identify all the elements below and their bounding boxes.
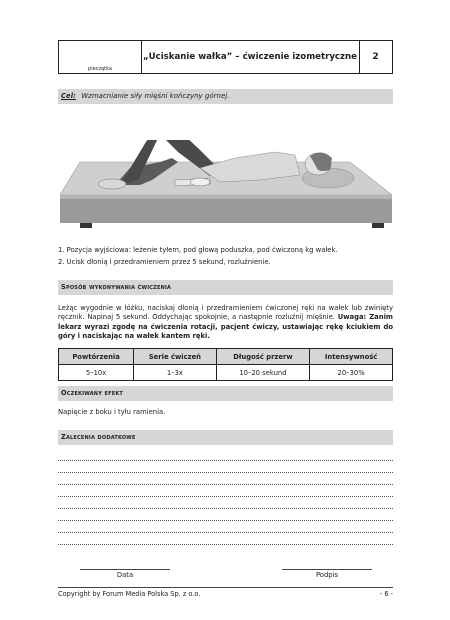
bed-leg-left <box>80 223 92 228</box>
goal-text: Wzmacnianie siły mięśni kończyny górnej. <box>81 92 230 100</box>
effect-text: Napięcie z boku i tyłu ramienia. <box>58 408 166 416</box>
effect-heading: Oczekiwany efekt <box>61 389 124 397</box>
bed-side <box>60 195 392 223</box>
exercise-parameters-table <box>58 348 393 381</box>
table-cell: 10–20 sekund <box>216 365 310 381</box>
writing-line[interactable] <box>58 472 393 473</box>
table-cell: 1–3x <box>134 365 216 381</box>
step-1: 1. Pozycja wyjściowa: leżenie tyłem, pod głową poduszka, pod ćwiczoną kg wałek. <box>58 246 338 254</box>
feet <box>98 179 126 189</box>
exercise-illustration <box>60 140 392 240</box>
footer-copyright: Copyright by Forum Media Polska Sp. z o.o. <box>58 590 201 598</box>
method-heading: Sposób wykonywania ćwiczenia <box>61 283 172 291</box>
writing-line[interactable] <box>58 520 393 521</box>
writing-line[interactable] <box>58 508 393 509</box>
goal-bar <box>58 89 393 104</box>
recommendations-heading: Zalecenia dodatkowe <box>61 433 136 441</box>
date-label: Data <box>116 571 134 579</box>
footer-rule <box>58 587 393 588</box>
table-header-cell: Powtórzenia <box>59 349 134 365</box>
roller <box>190 178 210 186</box>
table-header-cell: Intensywność <box>310 349 393 365</box>
writing-line[interactable] <box>58 460 393 461</box>
writing-line[interactable] <box>58 532 393 533</box>
table-cell: 20–30% <box>310 365 393 381</box>
table-cell: 5–10x <box>59 365 134 381</box>
signature-label: Podpis <box>315 571 339 579</box>
step-2: 2. Ucisk dłonią i przedramieniem przez 5 sekund, rozluźnienie. <box>58 258 271 267</box>
exercise-number: 2 <box>372 52 379 62</box>
bed-leg-right <box>372 223 384 228</box>
date-line[interactable] <box>80 569 170 570</box>
writing-line[interactable] <box>58 496 393 497</box>
stamp-cell <box>59 41 142 73</box>
method-warning: Uwaga: Zanim lekarz wyrazi zgodę na ćwiczenia rotacji, pacjent ćwiczy, ustawiając rękę kciukiem do góry i naciskając na wałek kantem ręki. <box>58 313 393 341</box>
method-heading-bar <box>58 280 393 295</box>
writing-line[interactable] <box>58 544 393 545</box>
document-title: „Uciskanie wałka” – ćwiczenie izometryczne <box>141 41 360 73</box>
effect-heading-bar <box>58 386 393 401</box>
goal-label: Cel: <box>61 92 77 100</box>
writing-line[interactable] <box>58 484 393 485</box>
table-header-cell: Serie ćwiczeń <box>134 349 216 365</box>
method-text: Leżąc wygodnie w łóżku, naciskaj dłonią i przedramieniem ćwiczonej ręki na wałek lub zwinięty ręcznik. Napinaj 5 sekund. Oddychając spokojnie, a następnie rozluźnij mięśnie. <box>58 304 393 322</box>
header-table <box>58 40 393 74</box>
method-text-block <box>58 304 393 342</box>
stamp-label: pieczątka <box>88 66 112 72</box>
signature-line[interactable] <box>282 569 372 570</box>
table-header-cell: Długość przerw <box>216 349 310 365</box>
steps-list <box>58 246 393 268</box>
page-number: - 6 - <box>379 590 393 598</box>
recommendations-heading-bar <box>58 430 393 445</box>
